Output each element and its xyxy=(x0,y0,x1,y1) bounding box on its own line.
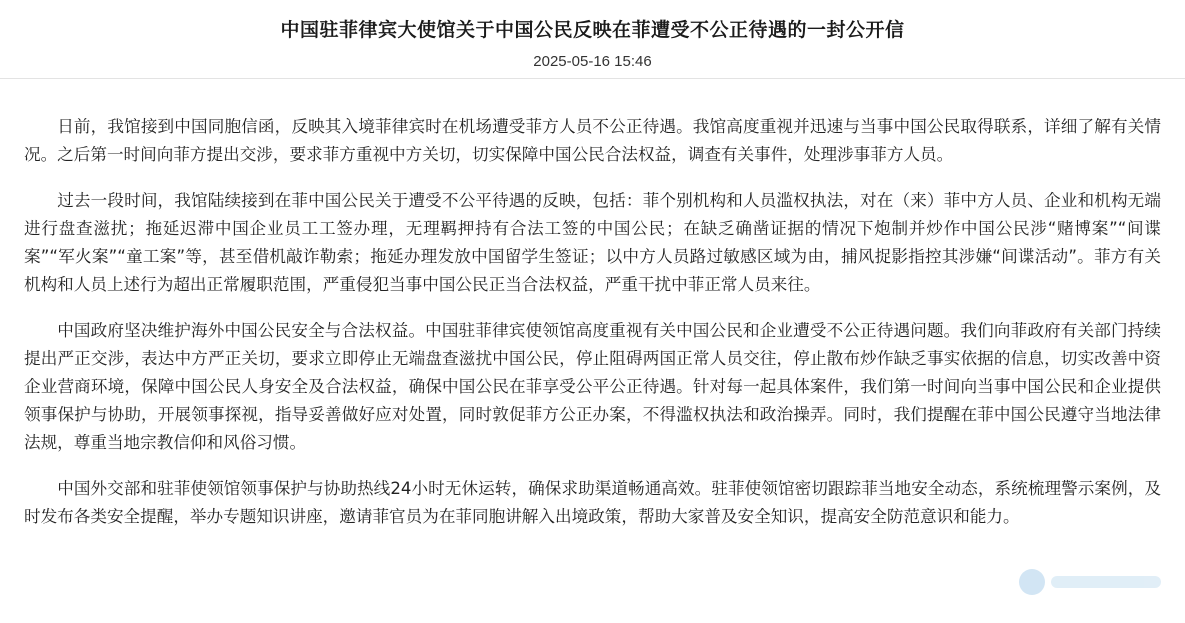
article-header xyxy=(0,0,1185,79)
paragraph-2: 过去一段时间，我馆陆续接到在菲中国公民关于遭受不公平待遇的反映，包括：菲个别机构和人员滥权执法，对在（来）菲中方人员、企业和机构无端进行盘查滋扰；拖延迟滞中国企业员工工签办理，无理羁押持有合法工签的中国公民；在缺乏确凿证据的情况下炮制并炒作中国公民涉“赌博案”“间谍案”“军火案”“童工案”等，甚至借机敲诈勒索；拖延办理发放中国留学生签证；以中方人员路过敏感区域为由，捕风捉影指控其涉嫌“间谍活动”。菲方有关机构和人员上述行为超出正常履职范围，严重侵犯当事中国公民正当合法权益，严重干扰中菲正常人员来往。 xyxy=(24,191,1161,294)
watermark-mark xyxy=(1051,576,1161,588)
paragraph-4: 中国外交部和驻菲使领馆领事保护与协助热线24小时无休运转，确保求助渠道畅通高效。驻菲使领馆密切跟踪菲当地安全动态，系统梳理警示案例，及时发布各类安全提醒，举办专题知识讲座，邀请菲官员为在菲同胞讲解入出境政策，帮助大家普及安全知识，提高安全防范意识和能力。 xyxy=(24,479,1161,526)
article-body xyxy=(24,113,1161,549)
watermark-icon xyxy=(1019,569,1045,595)
watermark-logo xyxy=(1019,567,1169,597)
paragraph-3: 中国政府坚决维护海外中国公民安全与合法权益。中国驻菲律宾使领馆高度重视有关中国公民和企业遭受不公正待遇问题。我们向菲政府有关部门持续提出严正交涉，表达中方严正关切，要求立即停止无端盘查滋扰中国公民，停止阻碍两国正常人员交往，停止散布炒作缺乏事实依据的信息，切实改善中资企业营商环境，保障中国公民人身安全及合法权益，确保中国公民在菲享受公平公正待遇。针对每一起具体案件，我们第一时间向当事中国公民和企业提供领事保护与协助，开展领事探视，指导妥善做好应对处置，同时敦促菲方公正办案，不得滥权执法和政治操弄。同时，我们提醒在菲中国公民遵守当地法律法规，尊重当地宗教信仰和风俗习惯。 xyxy=(24,321,1161,452)
paragraph-1: 日前，我馆接到中国同胞信函，反映其入境菲律宾时在机场遭受菲方人员不公正待遇。我馆高度重视并迅速与当事中国公民取得联系，详细了解有关情况。之后第一时间向菲方提出交涉，要求菲方重视中方关切，切实保障中国公民合法权益，调查有关事件，处理涉事菲方人员。 xyxy=(24,117,1161,164)
publish-date: 2025-05-16 15:46 xyxy=(533,53,652,70)
article-title: 中国驻菲律宾大使馆关于中国公民反映在菲遭受不公正待遇的一封公开信 xyxy=(280,19,905,41)
